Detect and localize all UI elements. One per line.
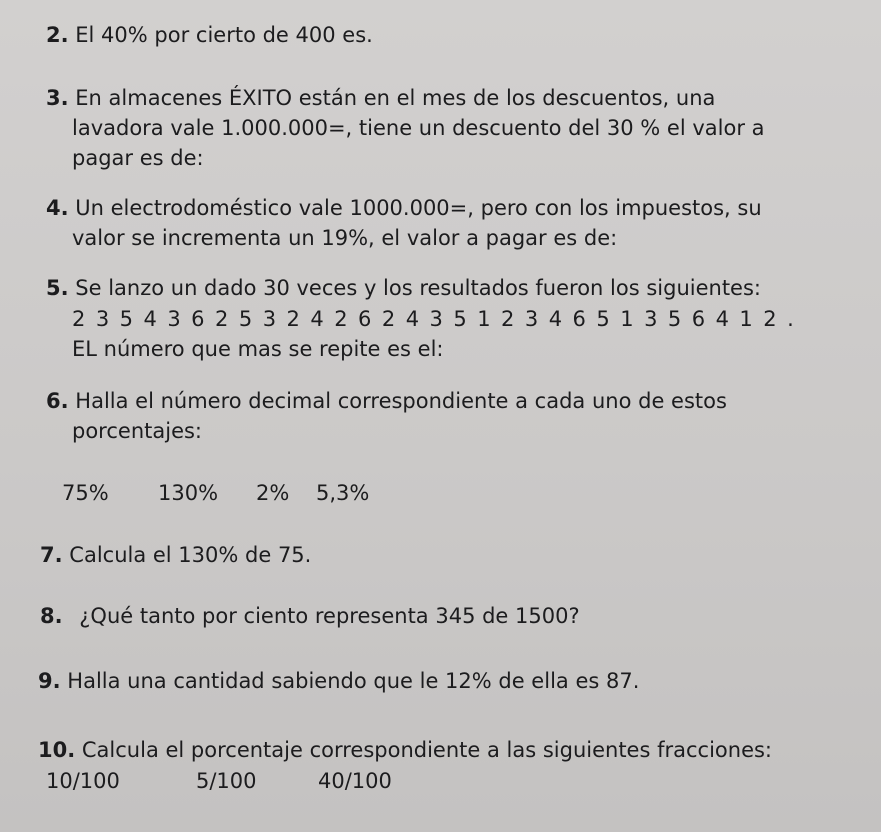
percentage-value: 5,3% [316, 481, 370, 505]
problem-7 [40, 542, 311, 568]
problem-4-number: 4. [46, 196, 69, 220]
problem-8-number: 8. [40, 604, 63, 628]
problem-5-line-3: EL número que mas se repite es el: [72, 337, 444, 361]
problem-6-number: 6. [46, 389, 69, 413]
fraction-value: 10/100 [46, 769, 120, 793]
percentage-value: 130% [158, 481, 219, 505]
problem-7-text: Calcula el 130% de 75. [69, 543, 312, 567]
problem-6-line-1 [46, 388, 727, 414]
problem-5-line-1 [46, 275, 761, 301]
problem-6-line-2: porcentajes: [72, 419, 202, 443]
problem-6-text-1: Halla el número decimal correspondiente a cada uno de estos [75, 389, 727, 413]
problem-5-number: 5. [46, 276, 69, 300]
problem-7-number: 7. [40, 543, 63, 567]
problem-10 [38, 737, 772, 763]
problem-4-text-1: Un electrodoméstico vale 1000.000=, pero con los impuestos, su [75, 196, 762, 220]
problem-3-line-3: pagar es de: [72, 146, 204, 170]
problem-2-number: 2. [46, 23, 69, 47]
problem-8-text: ¿Qué tanto por ciento representa 345 de 1500? [79, 604, 580, 628]
problem-8 [40, 603, 580, 629]
problem-3-line-2: lavadora vale 1.000.000=, tiene un descuento del 30 % el valor a [72, 116, 765, 140]
fraction-value: 40/100 [318, 769, 392, 793]
problem-9-text: Halla una cantidad sabiendo que le 12% de ella es 87. [67, 669, 640, 693]
fraction-value: 5/100 [196, 769, 257, 793]
problem-9 [38, 668, 639, 694]
problem-2 [46, 22, 373, 48]
problem-5-dice-results: 2 3 5 4 3 6 2 5 3 2 4 2 6 2 4 3 5 1 2 3 4 6 5 1 3 5 6 4 1 2 . [72, 307, 796, 331]
problem-2-text: El 40% por cierto de 400 es. [75, 23, 373, 47]
problem-4-line-1 [46, 195, 762, 221]
problem-3-text-1: En almacenes ÉXITO están en el mes de los descuentos, una [75, 86, 716, 110]
percentage-value: 2% [256, 481, 290, 505]
problem-10-text: Calcula el porcentaje correspondiente a las siguientes fracciones: [81, 738, 773, 762]
problem-5-text-1: Se lanzo un dado 30 veces y los resultados fueron los siguientes: [75, 276, 761, 300]
problem-4-line-2: valor se incrementa un 19%, el valor a pagar es de: [72, 226, 618, 250]
problem-9-number: 9. [38, 669, 61, 693]
problem-10-number: 10. [38, 738, 76, 762]
percentage-value: 75% [62, 481, 109, 505]
problem-3-line-1 [46, 85, 715, 111]
problem-3-number: 3. [46, 86, 69, 110]
